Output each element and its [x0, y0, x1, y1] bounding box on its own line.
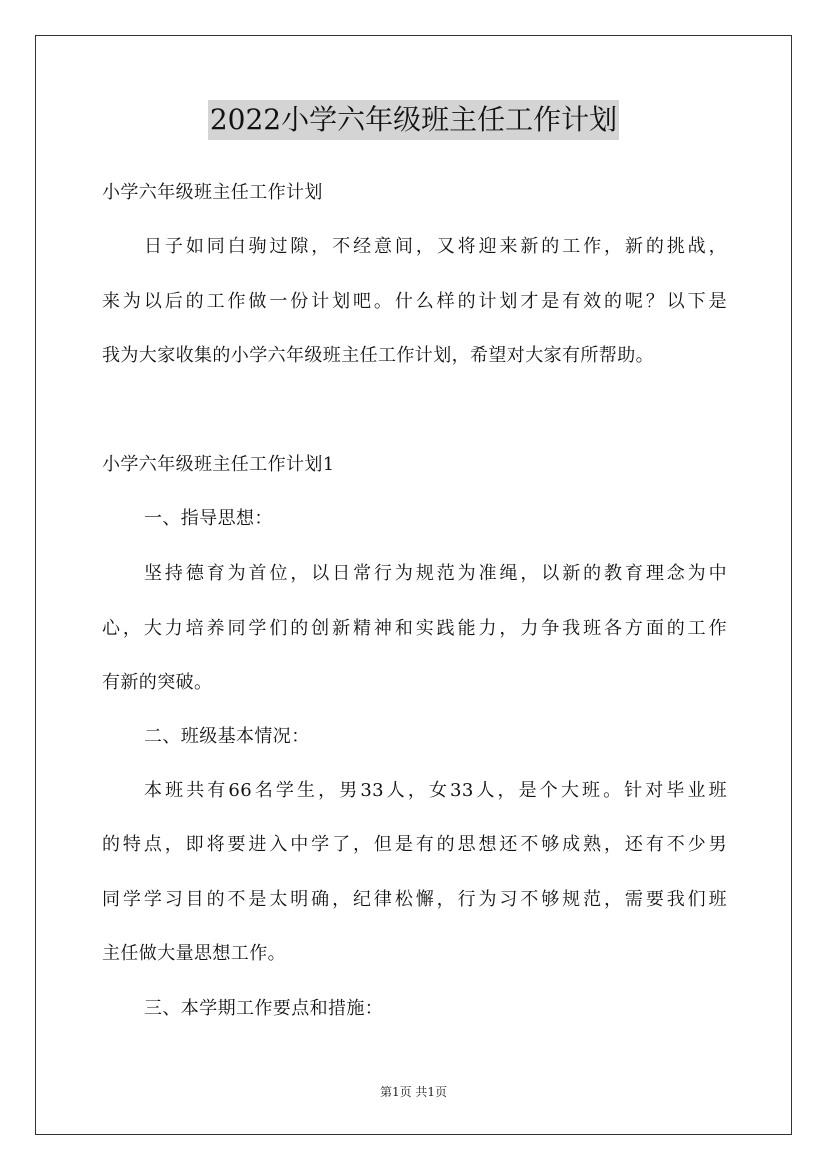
title-container: [0, 100, 827, 140]
paragraph-line: 我为大家收集的小学六年级班主任工作计划，希望对大家有所帮助。: [102, 345, 654, 366]
intro-heading: 小学六年级班主任工作计划: [102, 182, 323, 203]
document-title: 2022小学六年级班主任工作计划: [208, 100, 619, 140]
paragraph-line: 的特点，即将要进入中学了，但是有的思想还不够成熟，还有不少男: [102, 834, 727, 855]
paragraph-line: 同学学习目的不是太明确，纪律松懈，行为习不够规范，需要我们班: [102, 889, 727, 910]
paragraph-line: 有新的突破。: [102, 672, 213, 693]
section-heading: 小学六年级班主任工作计划1: [102, 454, 335, 475]
paragraph-line: 本班共有66名学生，男33人，女33人，是个大班。针对毕业班: [144, 780, 727, 801]
paragraph-line: 来为以后的工作做一份计划吧。什么样的计划才是有效的呢？以下是: [102, 291, 727, 312]
page-footer: 第1页 共1页: [379, 1085, 448, 1099]
subsection-heading: 一、指导思想：: [144, 508, 273, 529]
paragraph-line: 心，大力培养同学们的创新精神和实践能力，力争我班各方面的工作: [102, 618, 727, 639]
paragraph-line: 坚持德育为首位，以日常行为规范为准绳，以新的教育理念为中: [144, 563, 727, 584]
paragraph-line: 日子如同白驹过隙，不经意间，又将迎来新的工作，新的挑战，: [144, 236, 727, 257]
subsection-heading: 二、班级基本情况：: [144, 726, 310, 747]
paragraph-line: 主任做大量思想工作。: [102, 943, 286, 964]
subsection-heading: 三、本学期工作要点和措施：: [144, 998, 384, 1019]
